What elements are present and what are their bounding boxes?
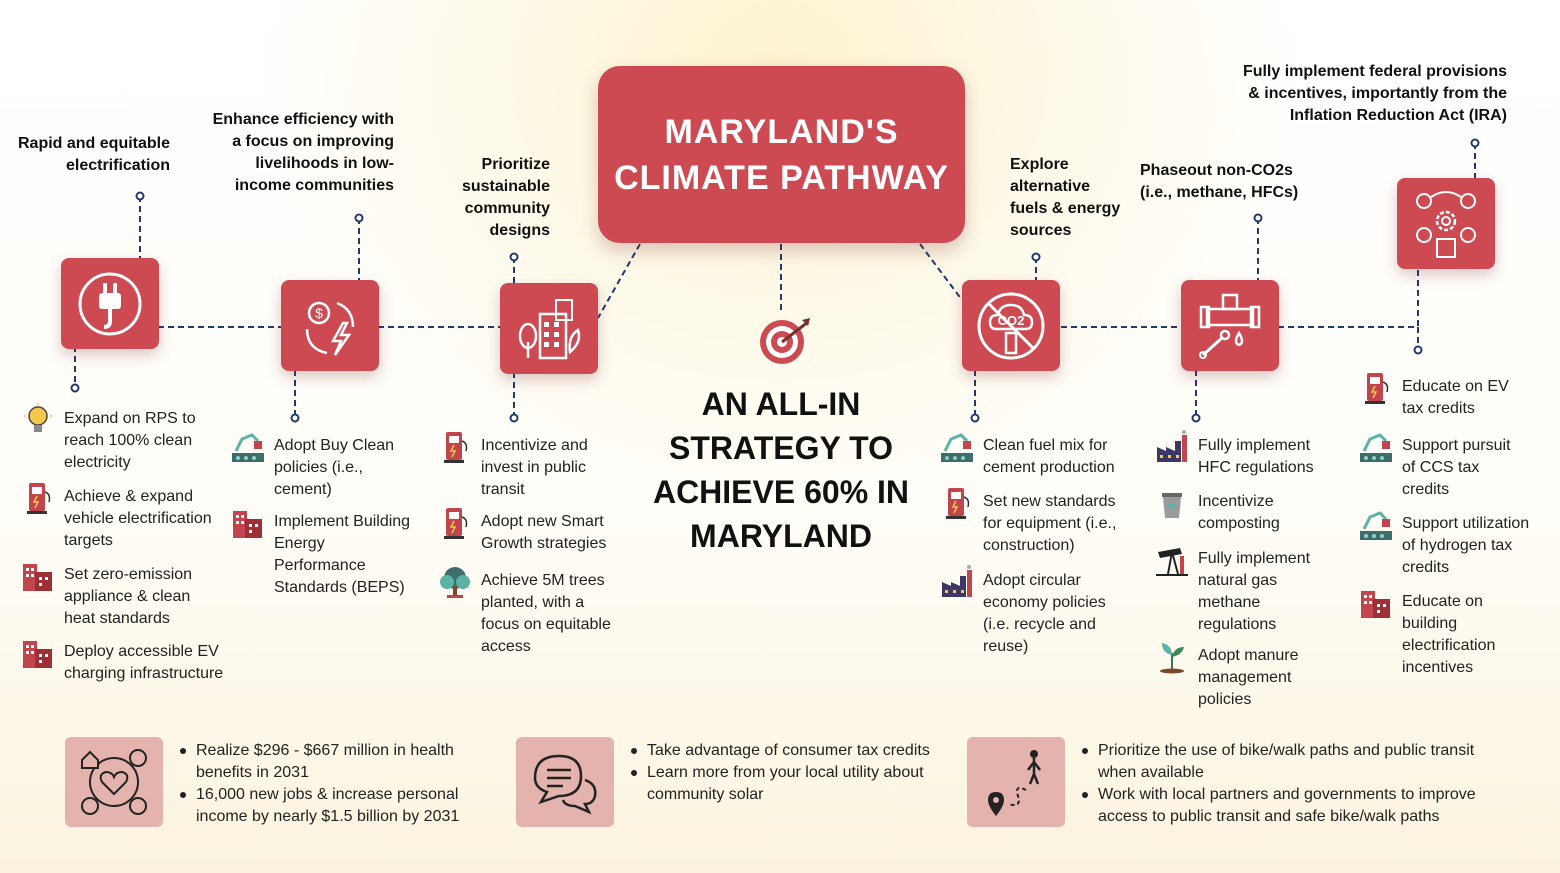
industry-robot-icon — [230, 429, 266, 465]
community-health-icon — [76, 744, 152, 820]
list-item — [1154, 645, 1299, 711]
strategy-statement — [630, 382, 932, 558]
item-text: Achieve 5M trees planted, with a focus on equitable access — [481, 572, 611, 655]
plug-icon — [75, 269, 145, 339]
strategy-line: AN ALL-IN — [701, 386, 861, 422]
pillar-title: Prioritize sustainable community designs — [461, 156, 550, 239]
pillar-title: Fully implement federal provisions & incentives, importantly from the Inflation Reduction Act (IRA) — [1242, 63, 1507, 124]
lightbulb-icon — [20, 402, 56, 438]
item-text: Expand on RPS to reach 100% clean electricity — [64, 410, 196, 471]
list-item — [1358, 376, 1509, 420]
ev-charger-icon — [1358, 370, 1394, 406]
item-text: Adopt manure management policies — [1198, 647, 1299, 708]
ev-charger-icon — [437, 505, 473, 541]
buildings-icon — [1358, 585, 1394, 621]
buildings-icon — [230, 505, 266, 541]
svg-text:CO2: CO2 — [997, 312, 1025, 328]
list-item: Realize $296 - $667 million in health benefits in 2031 — [176, 740, 459, 784]
pillar-title: Phaseout non-CO2s (i.e., methane, HFCs) — [1140, 162, 1299, 201]
chat-bubbles-icon-box — [516, 737, 614, 827]
list-item — [230, 511, 410, 599]
oil-pump-icon — [1154, 542, 1190, 578]
factory-icon — [939, 564, 975, 600]
bullet-list — [627, 740, 930, 806]
page-title-line1: MARYLAND'S — [664, 112, 899, 151]
item-text: Support pursuit of CCS tax credits — [1402, 437, 1511, 498]
industry-robot-icon — [1358, 429, 1394, 465]
pillar-title: Rapid and equitable electrification — [17, 135, 170, 174]
list-item: 16,000 new jobs & increase personal income by nearly $1.5 billion by 2031 — [176, 784, 459, 828]
sustainable-city-icon-box — [500, 283, 598, 374]
list-item — [437, 570, 611, 658]
dollar-energy-cycle-icon — [295, 291, 365, 361]
list-item: Prioritize the use of bike/walk paths and public transit when available — [1078, 740, 1476, 784]
list-item — [1154, 548, 1310, 636]
pipe-wrench-icon-box — [1181, 280, 1279, 371]
list-item — [20, 641, 223, 685]
strategy-line: MARYLAND — [690, 518, 872, 554]
list-item — [939, 435, 1115, 479]
buildings-icon — [20, 558, 56, 594]
page-title-line2: CLIMATE PATHWAY — [614, 158, 949, 197]
list-item — [20, 564, 192, 630]
strategy-line: STRATEGY TO — [668, 430, 894, 466]
item-text: Adopt Buy Clean policies (i.e., cement) — [274, 437, 395, 498]
item-text: Clean fuel mix for cement production — [983, 437, 1115, 476]
walking-path-icon-box — [967, 737, 1065, 827]
list-item: Work with local partners and governments to improve access to public transit and safe bike/walk paths — [1078, 784, 1476, 828]
list-item — [939, 570, 1106, 658]
industry-robot-icon — [939, 429, 975, 465]
plug-icon-box — [61, 258, 159, 349]
list-item: Learn more from your local utility about community solar — [627, 762, 930, 806]
strategy-line: ACHIEVE 60% IN — [652, 474, 910, 510]
industry-robot-icon — [1358, 507, 1394, 543]
list-item — [437, 511, 606, 555]
list-item — [1358, 591, 1495, 679]
bullet-list — [1078, 740, 1476, 828]
list-item — [20, 408, 196, 474]
no-co2-icon — [974, 289, 1048, 363]
item-text: Fully implement HFC regulations — [1198, 437, 1314, 476]
pillar-title: Explore alternative fuels & energy sources — [1010, 156, 1121, 239]
walking-path-icon — [978, 744, 1054, 820]
item-text: Educate on building electrification incentives — [1402, 593, 1496, 676]
item-text: Achieve & expand vehicle electrification targets — [64, 488, 212, 549]
item-text: Deploy accessible EV charging infrastructure — [64, 643, 224, 682]
incentives-hub-icon — [1409, 187, 1483, 261]
factory-icon — [1154, 429, 1190, 465]
bullet-list — [176, 740, 459, 828]
pipe-wrench-icon — [1193, 289, 1267, 363]
sprout-icon — [1154, 639, 1190, 675]
target-icon — [756, 314, 812, 370]
item-text: Adopt circular economy policies (i.e. recycle and reuse) — [983, 572, 1106, 655]
incentives-icon-box — [1397, 178, 1495, 269]
sustainable-city-icon — [512, 292, 586, 366]
svg-text:$: $ — [315, 304, 323, 321]
pillar-title: Enhance efficiency with a focus on improving livelihoods in low- income communities — [212, 111, 394, 194]
list-item — [20, 486, 212, 552]
community-health-icon-box — [65, 737, 163, 827]
tree-icon — [437, 564, 473, 600]
item-text: Fully implement natural gas methane regulations — [1198, 550, 1311, 633]
energy-cycle-icon-box — [281, 280, 379, 371]
no-co2-icon-box — [962, 280, 1060, 371]
list-item — [437, 435, 588, 501]
list-item — [939, 491, 1116, 557]
list-item — [1154, 491, 1280, 535]
list-item — [1154, 435, 1314, 479]
item-text: Adopt new Smart Growth strategies — [481, 513, 607, 552]
item-text: Incentivize and invest in public transit — [481, 437, 588, 498]
item-text: Implement Building Energy Performance Standards (BEPS) — [274, 513, 411, 596]
title-banner — [598, 66, 965, 243]
list-item — [1358, 513, 1529, 579]
item-text: Incentivize composting — [1198, 493, 1280, 532]
buildings-icon — [20, 635, 56, 671]
ev-charger-icon — [939, 485, 975, 521]
compost-bin-icon — [1154, 485, 1190, 521]
ev-charger-icon — [437, 429, 473, 465]
item-text: Set zero-emission appliance & clean heat standards — [64, 566, 193, 627]
list-item: Take advantage of consumer tax credits — [627, 740, 930, 762]
list-item — [230, 435, 394, 501]
item-text: Educate on EV tax credits — [1402, 378, 1509, 417]
ev-charger-icon — [20, 480, 56, 516]
chat-bubbles-icon — [527, 744, 603, 820]
list-item — [1358, 435, 1511, 501]
item-text: Set new standards for equipment (i.e., construction) — [983, 493, 1117, 554]
item-text: Support utilization of hydrogen tax credits — [1402, 515, 1530, 576]
